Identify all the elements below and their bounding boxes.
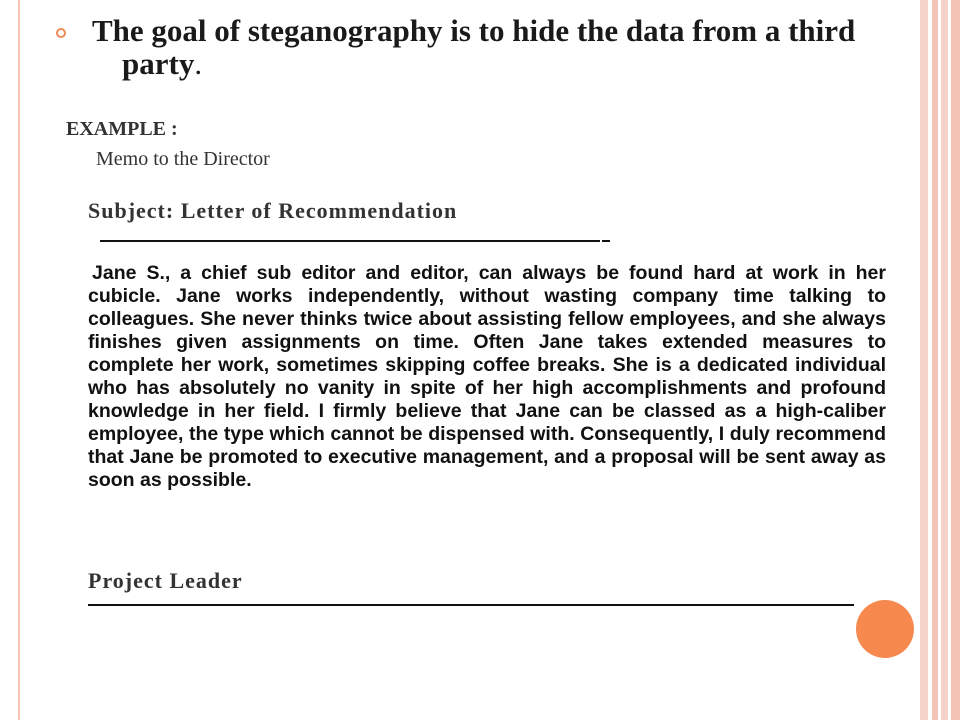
signoff: Project Leader — [88, 568, 243, 593]
stripe — [920, 0, 928, 720]
bullet-circle-icon — [56, 28, 66, 38]
subject-underline — [100, 240, 600, 242]
right-edge-stripes — [920, 0, 960, 720]
bullet-text — [92, 14, 912, 80]
memo-line: Memo to the Director — [96, 148, 270, 170]
stripe — [951, 0, 960, 720]
orange-circle-decoration — [856, 600, 914, 658]
signature-line — [88, 604, 854, 606]
example-label: EXAMPLE : — [66, 118, 178, 140]
bullet-tail-text: . — [194, 46, 203, 81]
subject-line: Subject: Letter of Recommendation — [88, 198, 458, 223]
left-decorative-rule — [18, 0, 20, 720]
letter-body: Jane S., a chief sub editor and editor, can always be found hard at work in her cubicle. Jane works independently, without wasting company time talking to colleagues. She never thinks twice about assisting fellow employees, and she always finishes given assignments on time. Often Jane takes extended measures to complete her work, sometimes skipping coffee breaks. She is a dedicated individual who has absolutely no vanity in spite of her high accomplishments and profound knowledge in her field. I firmly believe that Jane can be classed as a high-caliber employee, the type which cannot be dispensed with. Consequently, I duly recommend that Jane be promoted to executive management, and a proposal will be sent away as soon as possible. — [88, 262, 886, 491]
bullet-bold-text: The goal of steganography is to hide the data from a third party — [92, 13, 856, 81]
subject-underline-suffix — [602, 240, 610, 242]
stripe — [941, 0, 948, 720]
